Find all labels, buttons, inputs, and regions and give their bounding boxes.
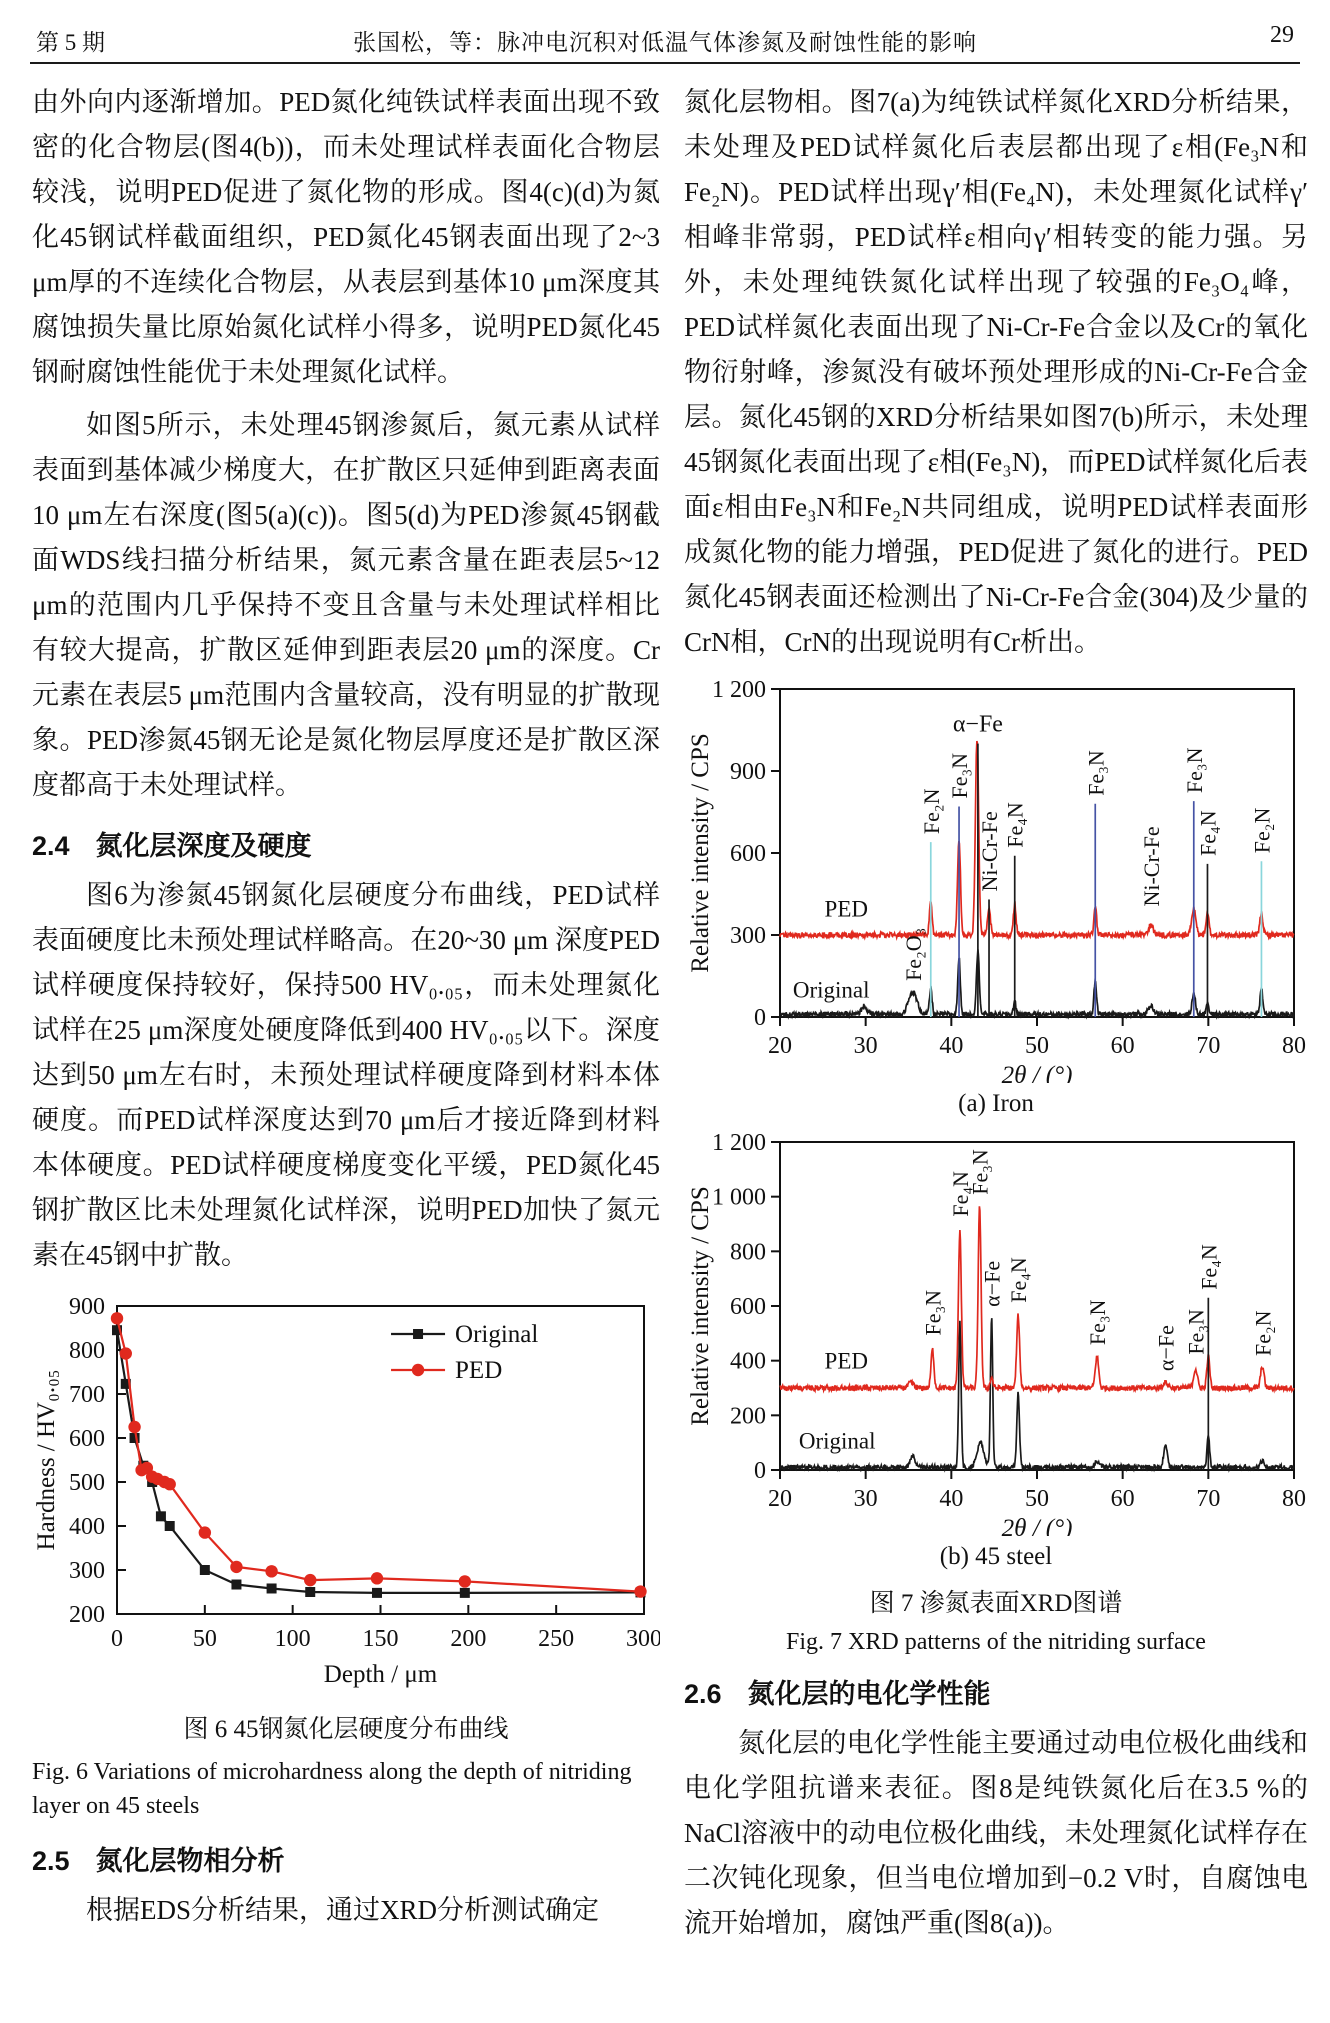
svg-text:Ni-Cr-Fe: Ni-Cr-Fe (1138, 826, 1164, 907)
header-issue: 第 5 期 (36, 30, 105, 55)
section-number: 2.5 (32, 1846, 70, 1876)
svg-text:1 200: 1 200 (712, 679, 766, 703)
svg-text:30: 30 (853, 1486, 878, 1512)
paragraph: 由外向内逐渐增加。PED氮化纯铁试样表面出现不致密的化合物层(图4(b))，而未处理试样表面化合物层较浅，说明PED促进了氮化物的形成。图4(c)(d)为氮化45钢试样截面组织，PED氮化45钢表面出现了2~3 μm厚的不连续化合物层，从表层到基体10 μm深度其腐蚀损失量比原始氮化试样小得多，说明PED氮化45钢耐腐蚀性能优于未处理氮化试样。 (32, 87, 660, 387)
svg-text:600: 600 (69, 1426, 105, 1452)
svg-text:40: 40 (939, 1486, 964, 1512)
svg-text:Relative intensity / CPS: Relative intensity / CPS (687, 1186, 714, 1426)
svg-text:60: 60 (1110, 1486, 1135, 1512)
fig7a-subcaption: (a) Iron (958, 1090, 1034, 1117)
section-heading-2-5 (32, 1839, 660, 1878)
svg-text:200: 200 (69, 1602, 105, 1628)
svg-text:Fe₃N: Fe₃N (920, 1289, 946, 1336)
svg-text:70: 70 (1196, 1486, 1221, 1512)
svg-text:50: 50 (192, 1626, 217, 1652)
svg-text:80: 80 (1282, 1486, 1306, 1512)
svg-text:Fe₄N: Fe₄N (947, 1171, 973, 1217)
svg-text:Fe₄N: Fe₄N (1195, 810, 1221, 856)
svg-text:Hardness / HV₀.₀₅: Hardness / HV₀.₀₅ (33, 1369, 60, 1551)
svg-text:Fe₃N: Fe₃N (1084, 1299, 1110, 1346)
fig7a-xrd-chart-iron (684, 679, 1308, 1083)
fig7b-subcaption: (b) 45 steel (939, 1543, 1053, 1570)
fig7-caption-en: Fig. 7 XRD patterns of the nitriding surface (786, 1629, 1206, 1655)
fig6-caption-zh: 图 6 45钢氮化层硬度分布曲线 (183, 1716, 509, 1743)
fig6-caption-en: Fig. 6 Variations of microhardness along the depth of nitriding layer on 45 steels (32, 1759, 632, 1819)
svg-text:300: 300 (626, 1626, 660, 1652)
header-rule (30, 62, 1300, 64)
section-heading-2-4 (32, 824, 660, 863)
svg-text:300: 300 (69, 1558, 105, 1584)
svg-text:80: 80 (1282, 1033, 1306, 1059)
svg-text:600: 600 (730, 841, 766, 867)
svg-text:PED: PED (824, 1348, 868, 1374)
svg-text:Fe₄N: Fe₄N (1002, 802, 1028, 848)
fig6-hardness-chart (32, 1292, 660, 1692)
fig7b-xrd-chart-45steel (684, 1132, 1308, 1536)
svg-text:40: 40 (939, 1033, 964, 1059)
fig7-caption-zh: 图 7 渗氮表面XRD图谱 (869, 1590, 1123, 1617)
paragraph: 如图5所示，未处理45钢渗氮后，氮元素从试样表面到基体减少梯度大，在扩散区只延伸到距离表面10 μm左右深度(图5(a)(c))。图5(d)为PED渗氮45钢截面WDS线扫描分析结果，氮元素含量在距表层5~12 μm的范围内几乎保持不变且含量与未处理试样相比有较大提高，扩散区延伸到距表层20 μm的深度。Cr元素在表层5 μm范围内含量较高，没有明显的扩散现象。PED渗氮45钢无论是氮化物层厚度还是扩散区深度都高于未处理试样。 (32, 410, 660, 800)
svg-text:α−Fe: α−Fe (952, 711, 1003, 738)
svg-text:Fe₃N: Fe₃N (1183, 1309, 1209, 1355)
section-heading-2-6 (684, 1672, 1308, 1711)
svg-text:50: 50 (1025, 1033, 1049, 1059)
paragraph: 氮化层的电化学性能主要通过动电位极化曲线和电化学阻抗谱来表征。图8是纯铁氮化后在3.5 %的NaCl溶液中的动电位极化曲线，未处理氮化试样存在二次钝化现象，但当电位增加到−0.2 V时，自腐蚀电流开始增加，腐蚀严重(图8(a))。 (684, 1728, 1308, 1938)
svg-text:200: 200 (450, 1626, 487, 1652)
section-title: 氮化层深度及硬度 (95, 831, 312, 861)
svg-text:500: 500 (69, 1470, 105, 1496)
section-title: 氮化层物相分析 (95, 1846, 285, 1876)
svg-text:Fe₃N: Fe₃N (1083, 750, 1109, 796)
svg-text:0: 0 (754, 1458, 766, 1484)
figure-7a (684, 679, 1308, 1118)
svg-text:1 000: 1 000 (712, 1184, 766, 1211)
header-page-number: 29 (1270, 22, 1294, 48)
svg-text:0: 0 (754, 1005, 766, 1031)
svg-text:Original: Original (792, 977, 870, 1003)
svg-text:α−Fe: α−Fe (979, 1260, 1005, 1307)
svg-text:0: 0 (111, 1626, 123, 1652)
svg-text:Depth / μm: Depth / μm (323, 1661, 438, 1688)
svg-text:Fe₄N: Fe₄N (1006, 1257, 1032, 1303)
svg-text:Fe₂O₃: Fe₂O₃ (900, 927, 926, 981)
figure-7b (684, 1132, 1308, 1571)
svg-text:2θ / (°): 2θ / (°) (1001, 1515, 1073, 1536)
right-column (684, 80, 1308, 1946)
paragraph: 根据EDS分析结果，通过XRD分析测试确定 (86, 1895, 600, 1925)
svg-text:250: 250 (538, 1626, 575, 1652)
section-title: 氮化层的电化学性能 (747, 1679, 991, 1709)
svg-text:Fe₃N: Fe₃N (1181, 747, 1207, 794)
svg-text:600: 600 (730, 1294, 766, 1320)
svg-text:70: 70 (1196, 1033, 1221, 1059)
svg-text:800: 800 (730, 1239, 766, 1266)
section-number: 2.4 (32, 831, 70, 861)
left-column (32, 80, 660, 1933)
svg-text:1 200: 1 200 (712, 1132, 766, 1156)
svg-text:PED: PED (824, 896, 868, 922)
svg-text:300: 300 (730, 923, 766, 949)
svg-text:900: 900 (69, 1294, 105, 1320)
svg-text:α−Fe: α−Fe (1153, 1325, 1179, 1372)
svg-text:800: 800 (69, 1338, 105, 1364)
svg-text:50: 50 (1025, 1486, 1049, 1512)
paragraph: 图6为渗氮45钢氮化层硬度分布曲线，PED试样表面硬度比未预处理试样略高。在20~30 μm 深度PED试样硬度保持较好，保持500 HV₀.₀₅，而未处理氮化试样在25 μm深度处硬度降低到400 HV₀.₀₅以下。深度达到50 μm左右时，未预处理试样硬度降到材料本体硬度。而PED试样深度达到70 μm后才接近降到材料本体硬度。PED试样硬度梯度变化平缓，PED氮化45钢扩散区比未处理氮化试样深，说明PED加快了氮元素在45钢中扩散。 (32, 880, 660, 1270)
svg-text:Fe₂N: Fe₂N (1249, 807, 1275, 854)
svg-text:200: 200 (730, 1403, 766, 1430)
svg-text:Ni-Cr-Fe: Ni-Cr-Fe (977, 811, 1003, 892)
section-number: 2.6 (684, 1679, 722, 1709)
paragraph: 氮化层物相。图7(a)为纯铁试样氮化XRD分析结果，未处理及PED试样氮化后表层都出现了ε相(Fe₃N和Fe₂N)。PED试样出现γ′相(Fe₄N)，未处理氮化试样γ′相峰非常弱，PED试样ε相向γ′相转变的能力强。另外，未处理纯铁氮化试样出现了较强的Fe₃O₄峰，PED试样氮化表面出现了Ni-Cr-Fe合金以及Cr的氧化物衍射峰，渗氮没有破坏预处理形成的Ni-Cr-Fe合金层。氮化45钢的XRD分析结果如图7(b)所示，未处理45钢氮化表面出现了ε相(Fe₃N)，而PED试样氮化后表面ε相由Fe₃N和Fe₂N共同组成，说明PED试样表面形成氮化物的能力增强，PED促进了氮化的进行。PED氮化45钢表面还检测出了Ni-Cr-Fe合金(304)及少量的CrN相，CrN的出现说明有Cr析出。 (684, 87, 1308, 657)
svg-text:150: 150 (362, 1626, 399, 1652)
svg-text:400: 400 (69, 1514, 105, 1540)
svg-text:Fe₃N: Fe₃N (947, 752, 973, 799)
svg-text:900: 900 (730, 759, 766, 785)
svg-text:700: 700 (69, 1382, 105, 1408)
figure-6 (32, 1292, 660, 1823)
svg-text:100: 100 (274, 1626, 311, 1652)
svg-text:60: 60 (1110, 1033, 1135, 1059)
svg-text:PED: PED (455, 1357, 503, 1384)
svg-text:30: 30 (853, 1033, 878, 1059)
svg-text:Original: Original (455, 1321, 539, 1348)
svg-text:Relative intensity / CPS: Relative intensity / CPS (687, 733, 714, 973)
svg-text:Fe₃N: Fe₃N (967, 1149, 993, 1195)
svg-text:Fe₄N: Fe₄N (1196, 1244, 1222, 1290)
svg-text:2θ / (°): 2θ / (°) (1001, 1062, 1073, 1083)
svg-text:Fe₂N: Fe₂N (918, 788, 944, 835)
svg-text:20: 20 (768, 1486, 792, 1512)
header-running-title: 张国松，等：脉冲电沉积对低温气体渗氮及耐蚀性能的影响 (353, 30, 977, 55)
svg-text:Fe₂N: Fe₂N (1250, 1310, 1276, 1357)
svg-text:Original: Original (798, 1428, 876, 1454)
svg-text:20: 20 (768, 1033, 792, 1059)
svg-text:400: 400 (730, 1348, 766, 1375)
